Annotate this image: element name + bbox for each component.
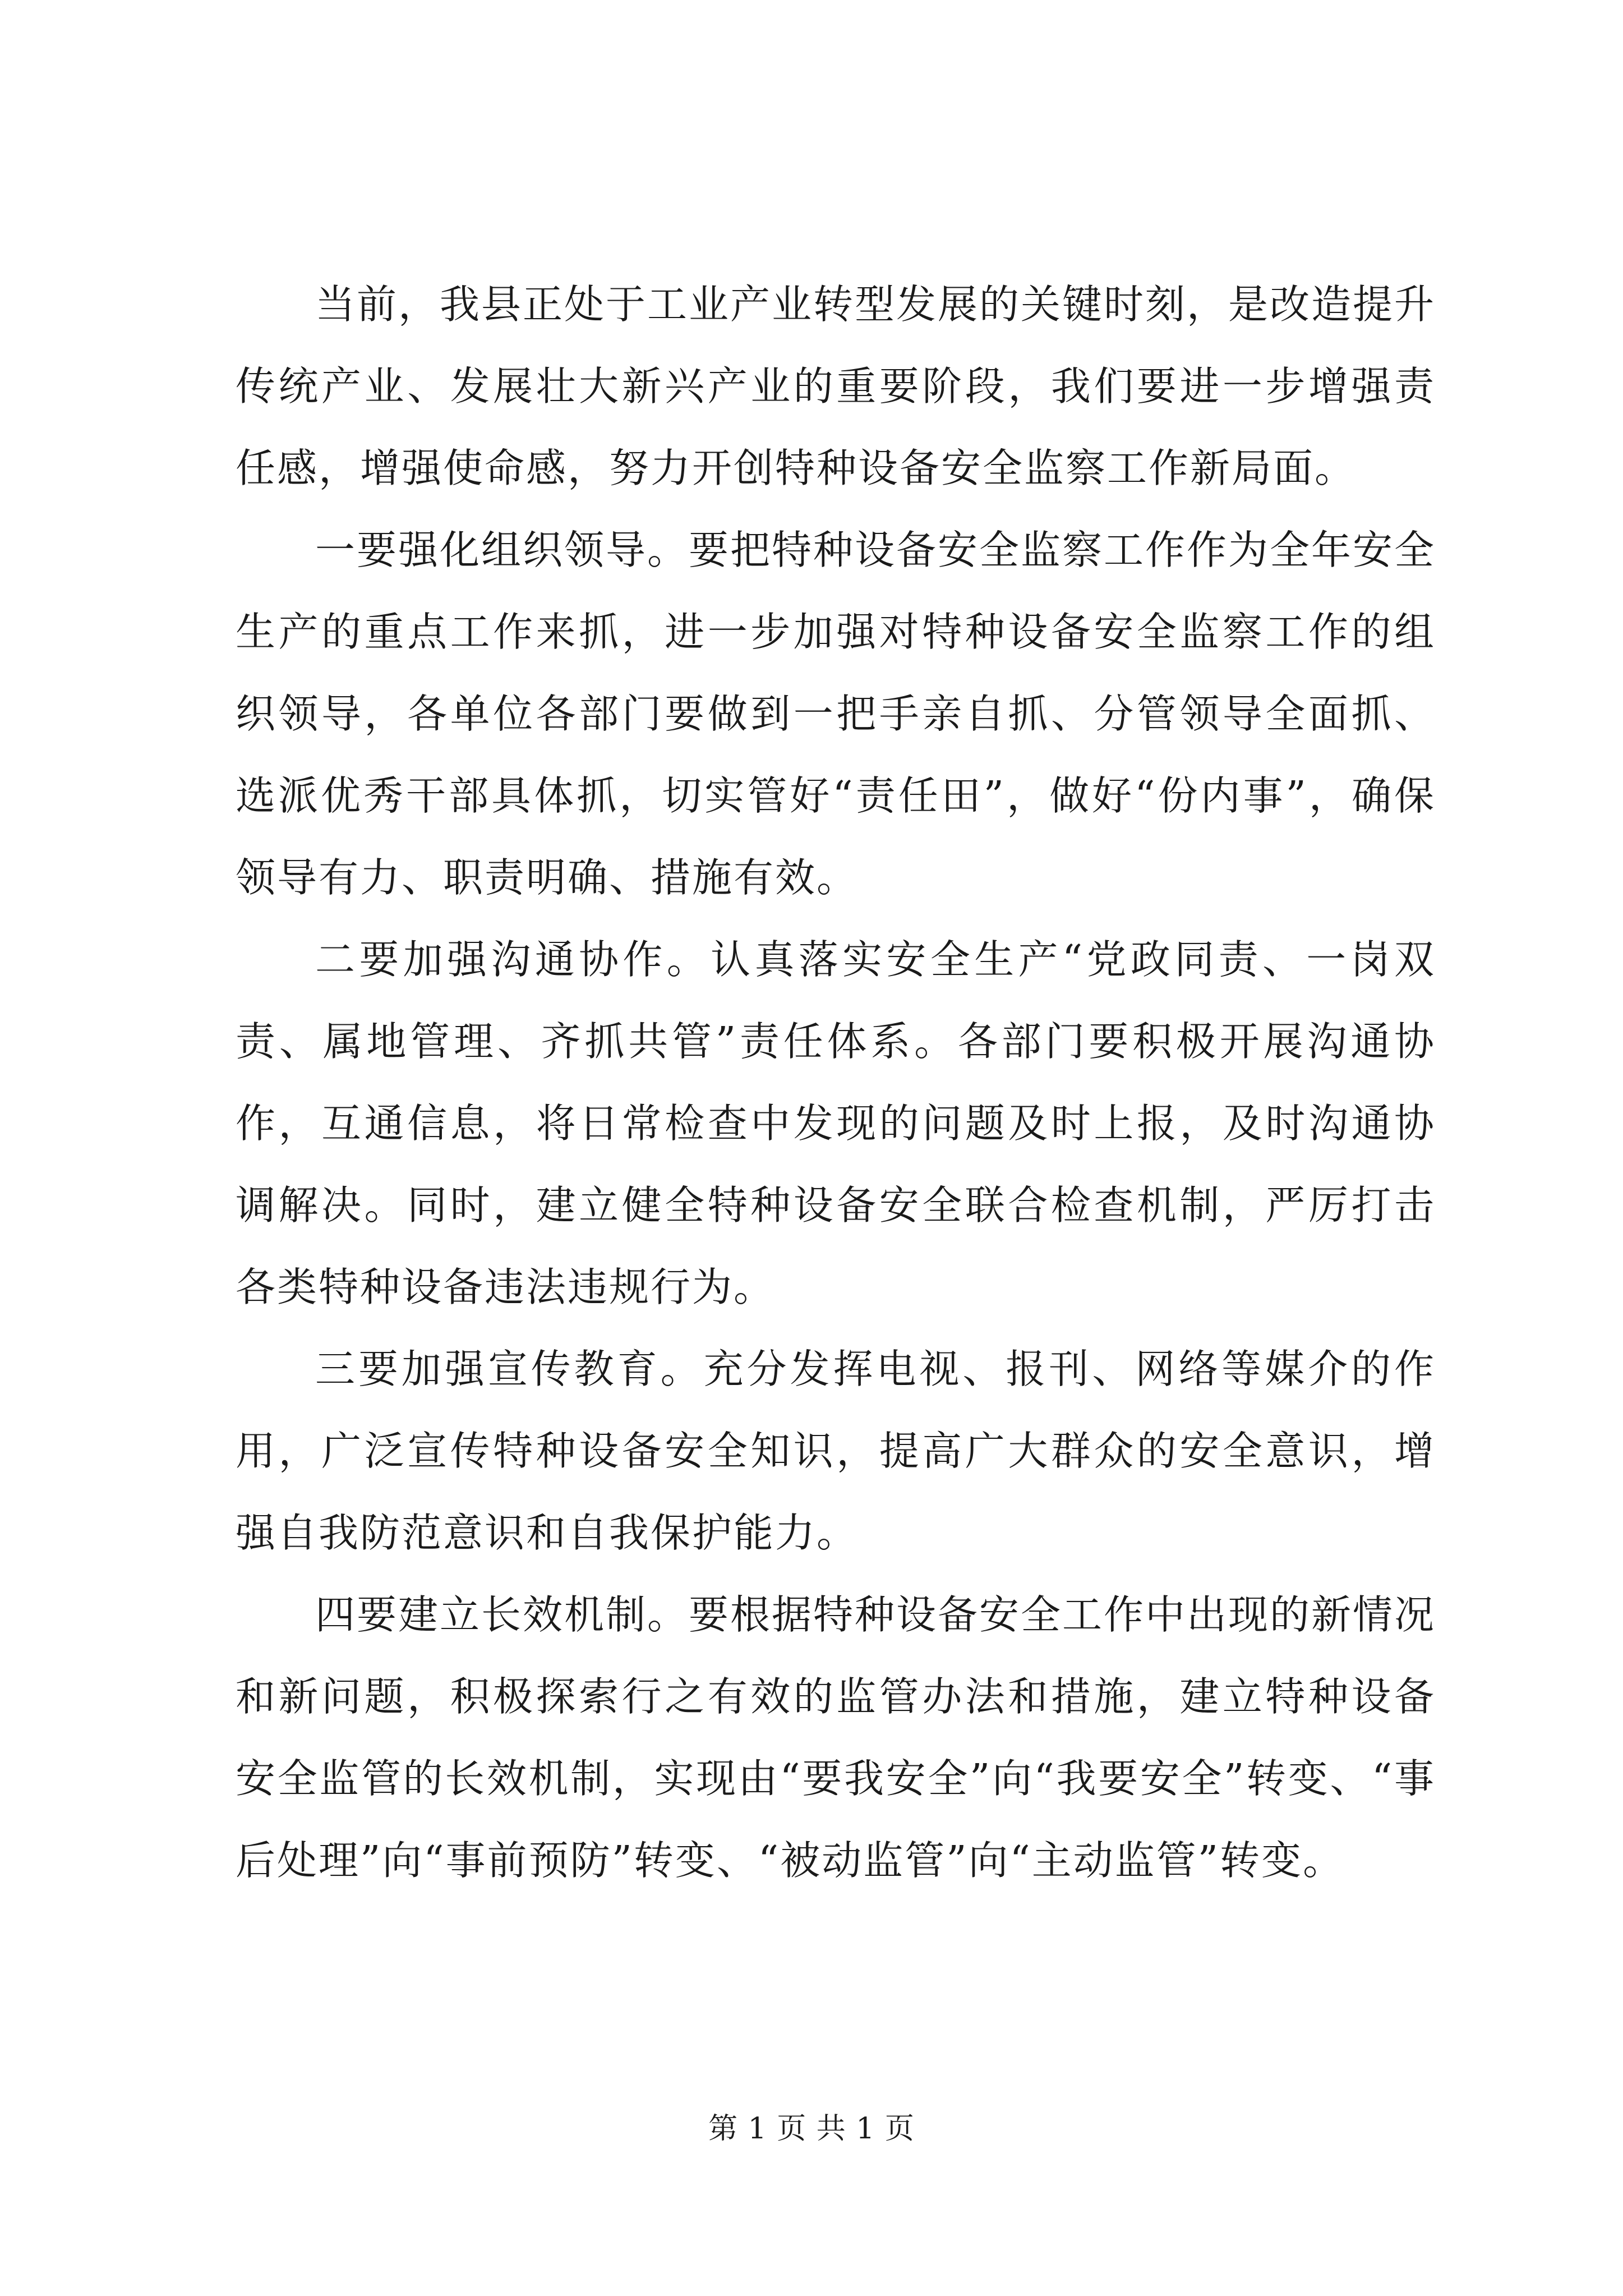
paragraph-mechanism: 四要建立长效机制。要根据特种设备安全工作中出现的新情况和新问题，积极探索行之有效的监管办法和措施，建立特种设备安全监管的长效机制，实现由“要我安全”向“我要安全”转变、“事后处理”向“事前预防”转变、“被动监管”向“主动监管”转变。	[236, 1591, 1436, 1884]
page-footer: 第 1 页 共 1 页	[708, 2112, 915, 2146]
paragraph-publicity: 三要加强宣传教育。充分发挥电视、报刊、网络等媒介的作用，广泛宣传特种设备安全知识，提高广大群众的安全意识，增强自我防范意识和自我保护能力。	[236, 1346, 1436, 1556]
paragraph-intro: 当前，我县正处于工业产业转型发展的关键时刻，是改造提升传统产业、发展壮大新兴产业的重要阶段，我们要进一步增强责任感，增强使命感，努力开创特种设备安全监察工作新局面。	[236, 281, 1436, 491]
paragraph-organization: 一要强化组织领导。要把特种设备安全监察工作作为全年安全生产的重点工作来抓，进一步加强对特种设备安全监察工作的组织领导，各单位各部门要做到一把手亲自抓、分管领导全面抓、选派优秀干部具体抓，切实管好“责任田”，做好“份内事”，确保领导有力、职责明确、措施有效。	[236, 527, 1436, 901]
document-body	[236, 264, 1436, 1902]
paragraph-communication: 二要加强沟通协作。认真落实安全生产“党政同责、一岗双责、属地管理、齐抓共管”责任体系。各部门要积极开展沟通协作，互通信息，将日常检查中发现的问题及时上报，及时沟通协调解决。同时，建立健全特种设备安全联合检查机制，严厉打击各类特种设备违法违规行为。	[236, 936, 1436, 1310]
